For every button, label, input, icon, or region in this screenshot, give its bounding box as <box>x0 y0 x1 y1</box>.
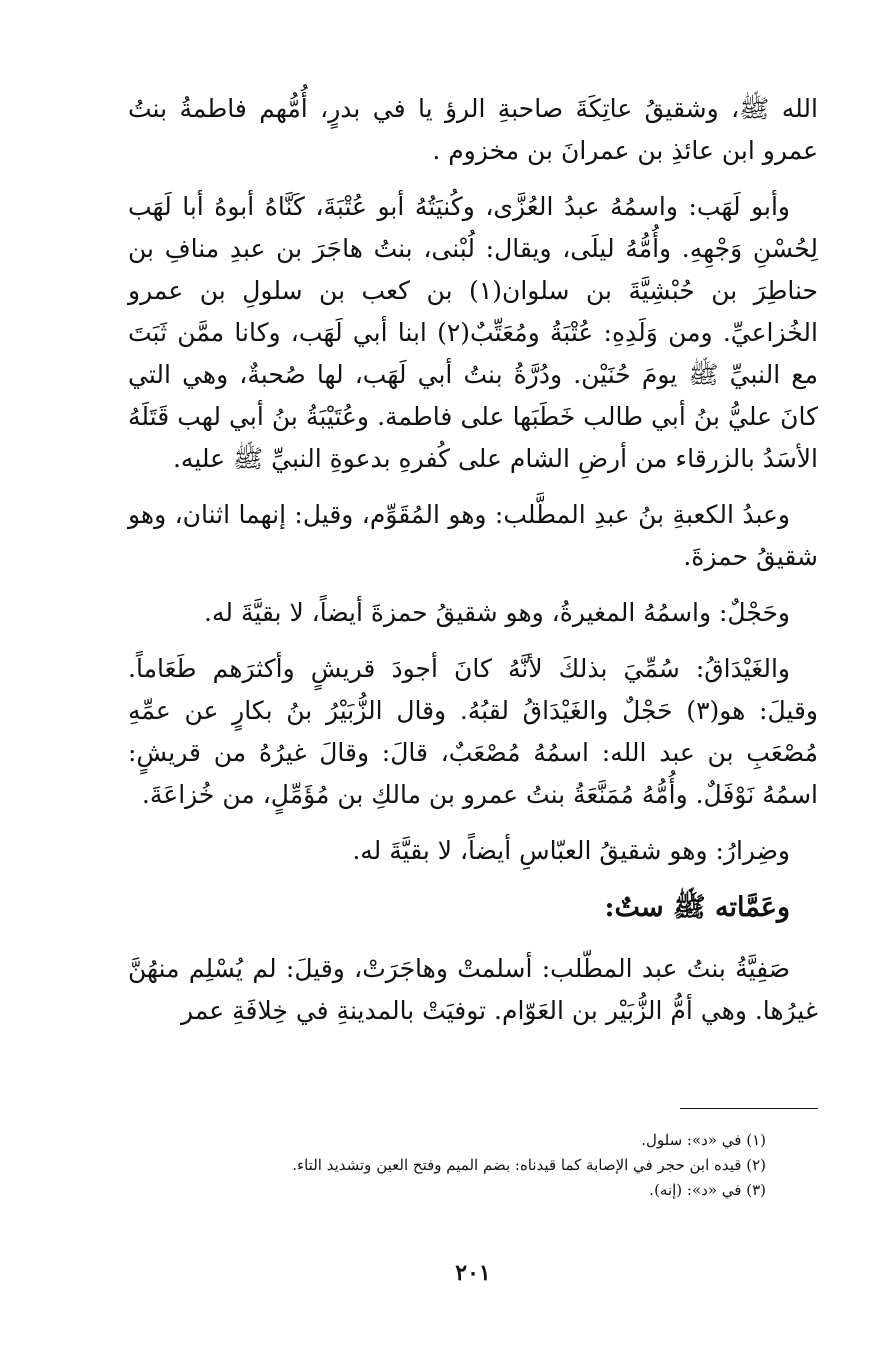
footnotes <box>126 1128 766 1203</box>
main-text <box>128 88 818 1032</box>
paragraph: وعبدُ الكعبةِ بنُ عبدِ المطَّلب: وهو المُقَوِّم، وقيل: إنهما اثنان، وهو شقيقُ حمزةَ. <box>128 500 818 571</box>
section-heading: وعَمَّاته ﷺ ستٌ: <box>604 892 790 923</box>
footnote: (١) في «د»: سلول. <box>641 1131 766 1149</box>
paragraph: وضِرارُ: وهو شقيقُ العبّاسِ أيضاً، لا بقيَّةَ له. <box>352 836 790 865</box>
footnote-divider <box>680 1108 818 1109</box>
page-number: ٢٠١ <box>455 1260 491 1286</box>
footnote: (٢) قيده ابن حجر في الإصابة كما قيدناه: بضم الميم وفتح العين وتشديد التاء. <box>292 1156 766 1174</box>
footnote: (٣) في «د»: (إنه). <box>649 1181 766 1199</box>
paragraph: صَفِيَّةُ بنتُ عبد المطّلب: أسلمتْ وهاجَرَتْ، وقيلَ: لم يُسْلِم منهُنَّ غيرُها. وهي أمُّ الزُّبَيْر بن العَوّام. توفيَتْ بالمدينةِ في خِلافَةِ عمر <box>128 954 818 1025</box>
book-page <box>128 88 818 1318</box>
paragraph: والغَيْدَاقُ: سُمِّيَ بذلكَ لأنَّهُ كانَ أجودَ قريشٍ وأكثرَهم طَعَاماً. وقيلَ: هو(٣) حَجْلٌ والغَيْدَاقُ لقبُهُ. وقال الزُّبَيْرُ بنُ بكارٍ عن عمِّهِ مُصْعَبِ بن عبد الله: اسمُهُ مُصْعَبٌ، قالَ: وقالَ غيرُهُ من قريشٍ: اسمُهُ نَوْفَلٌ. وأُمُّهُ مُمَنَّعَةُ بنتُ عمرو بن مالكِ بن مُؤَمِّلٍ، من خُزاعَةَ. <box>128 654 818 809</box>
paragraph: الله ﷺ، وشقيقُ عاتِكَةَ صاحبةِ الرؤ يا في بدرٍ، أُمُّهم فاطمةُ بنتُ عمرو ابن عائذِ بن عمرانَ بن مخزوم . <box>128 94 818 165</box>
paragraph: وأبو لَهَب: واسمُهُ عبدُ العُزَّى، وكُنيَتُهُ أبو عُتْبَةَ، كَنَّاهُ أبوهُ أبا لَهَب لِحُسْنِ وَجْهِهِ. وأُمُّهُ ليلَى، ويقال: لُبْنى، بنتُ هاجَرَ بن عبدِ منافِ بن حناطِرَ بن حُبْشِيَّةَ بن سلوان(١) بن كعب بن سلولِ بن عمرو الخُزاعيِّ. ومن وَلَدِهِ: عُتْبَةُ ومُعَتِّبٌ(٢) ابنا أبي لَهَب، وكانا ممَّن ثَبَتَ مع النبيِّ ﷺ يومَ حُنَيْن. ودُرَّةُ بنتُ أبي لَهَب، لها صُحبةٌ، وهي التي كانَ عليُّ بنُ أبي طالب خَطَبَها على فاطمة. وعُتَيْبَةُ بنُ أبي لهب قَتَلَهُ الأسَدُ بالزرقاء من أرضِ الشام على كُفرهِ بدعوةِ النبيِّ ﷺ عليه. <box>128 192 818 473</box>
paragraph: وحَجْلٌ: واسمُهُ المغيرةُ، وهو شقيقُ حمزةَ أيضاً، لا بقيَّةَ له. <box>204 598 790 627</box>
